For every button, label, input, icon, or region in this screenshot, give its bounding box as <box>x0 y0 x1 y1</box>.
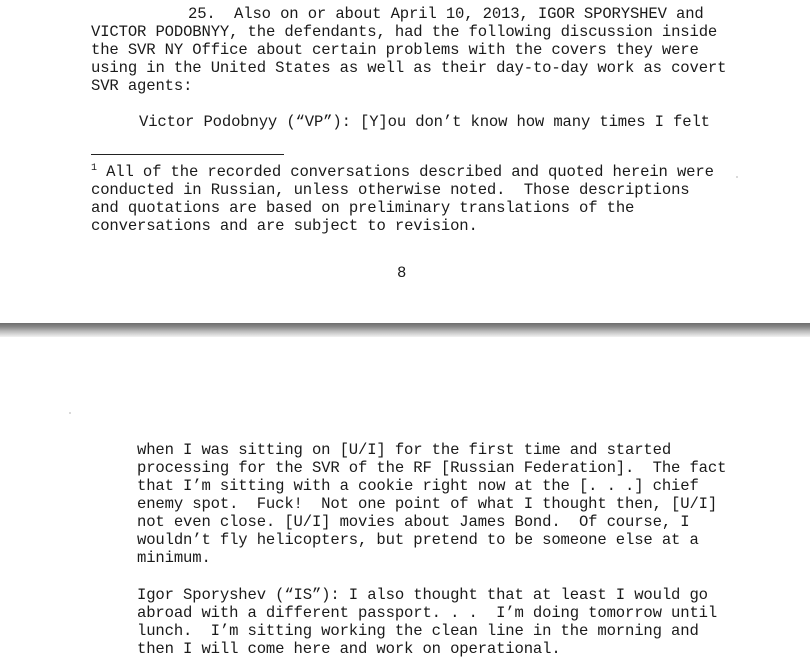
is-quote-line-2: abroad with a different passport. . . I’m doing tomorrow until <box>137 604 718 622</box>
vp-continued-line-7: minimum. <box>137 549 211 567</box>
document-page-9 <box>0 337 810 672</box>
paragraph-25-line-3: the SVR NY Office about certain problems with the covers they were <box>91 41 699 59</box>
scan-speck <box>69 412 71 414</box>
document-page-8 <box>0 0 810 323</box>
footnote-text-1: All of the recorded conversations described and quoted herein were <box>106 163 714 181</box>
scan-speck <box>736 176 738 178</box>
footnote-line-4: conversations and are subject to revision. <box>91 217 478 235</box>
vp-continued-line-6: wouldn’t fly helicopters, but pretend to be someone else at a <box>137 531 699 549</box>
vp-continued-line-3: that I’m sitting with a cookie right now at the [. . .] chief <box>137 477 699 495</box>
footnote-marker: 1 <box>91 163 97 174</box>
footnote-line-2: conducted in Russian, unless otherwise noted. Those descriptions <box>91 181 690 199</box>
vp-continued-line-1: when I was sitting on [U/I] for the first time and started <box>137 441 672 459</box>
footnote-line-3: and quotations are based on preliminary translations of the <box>91 199 635 217</box>
is-quote-line-3: lunch. I’m sitting working the clean line in the morning and <box>137 622 699 640</box>
page-separator <box>0 323 810 337</box>
paragraph-25-line-2: VICTOR PODOBNYY, the defendants, had the following discussion inside <box>91 23 718 41</box>
footnote-rule <box>91 154 284 155</box>
vp-continued-line-5: not even close. [U/I] movies about James Bond. Of course, I <box>137 513 690 531</box>
vp-continued-line-4: enemy spot. Fuck! Not one point of what I thought then, [U/I] <box>137 495 718 513</box>
vp-continued-line-2: processing for the SVR of the RF [Russian Federation]. The fact <box>137 459 727 477</box>
page-number: 8 <box>397 264 407 282</box>
footnote-line-1 <box>91 163 714 181</box>
is-quote-line-1: Igor Sporyshev (“IS”): I also thought that at least I would go <box>137 586 708 604</box>
paragraph-25-line-4: using in the United States as well as their day-to-day work as covert <box>91 59 727 77</box>
is-quote-line-4: then I will come here and work on operational. <box>137 640 561 658</box>
paragraph-25-line-1: 25. Also on or about April 10, 2013, IGOR SPORYSHEV and <box>188 5 704 23</box>
paragraph-25-line-5: SVR agents: <box>91 77 193 95</box>
vp-quote-start: Victor Podobnyy (“VP”): [Y]ou don’t know how many times I felt <box>139 113 710 131</box>
